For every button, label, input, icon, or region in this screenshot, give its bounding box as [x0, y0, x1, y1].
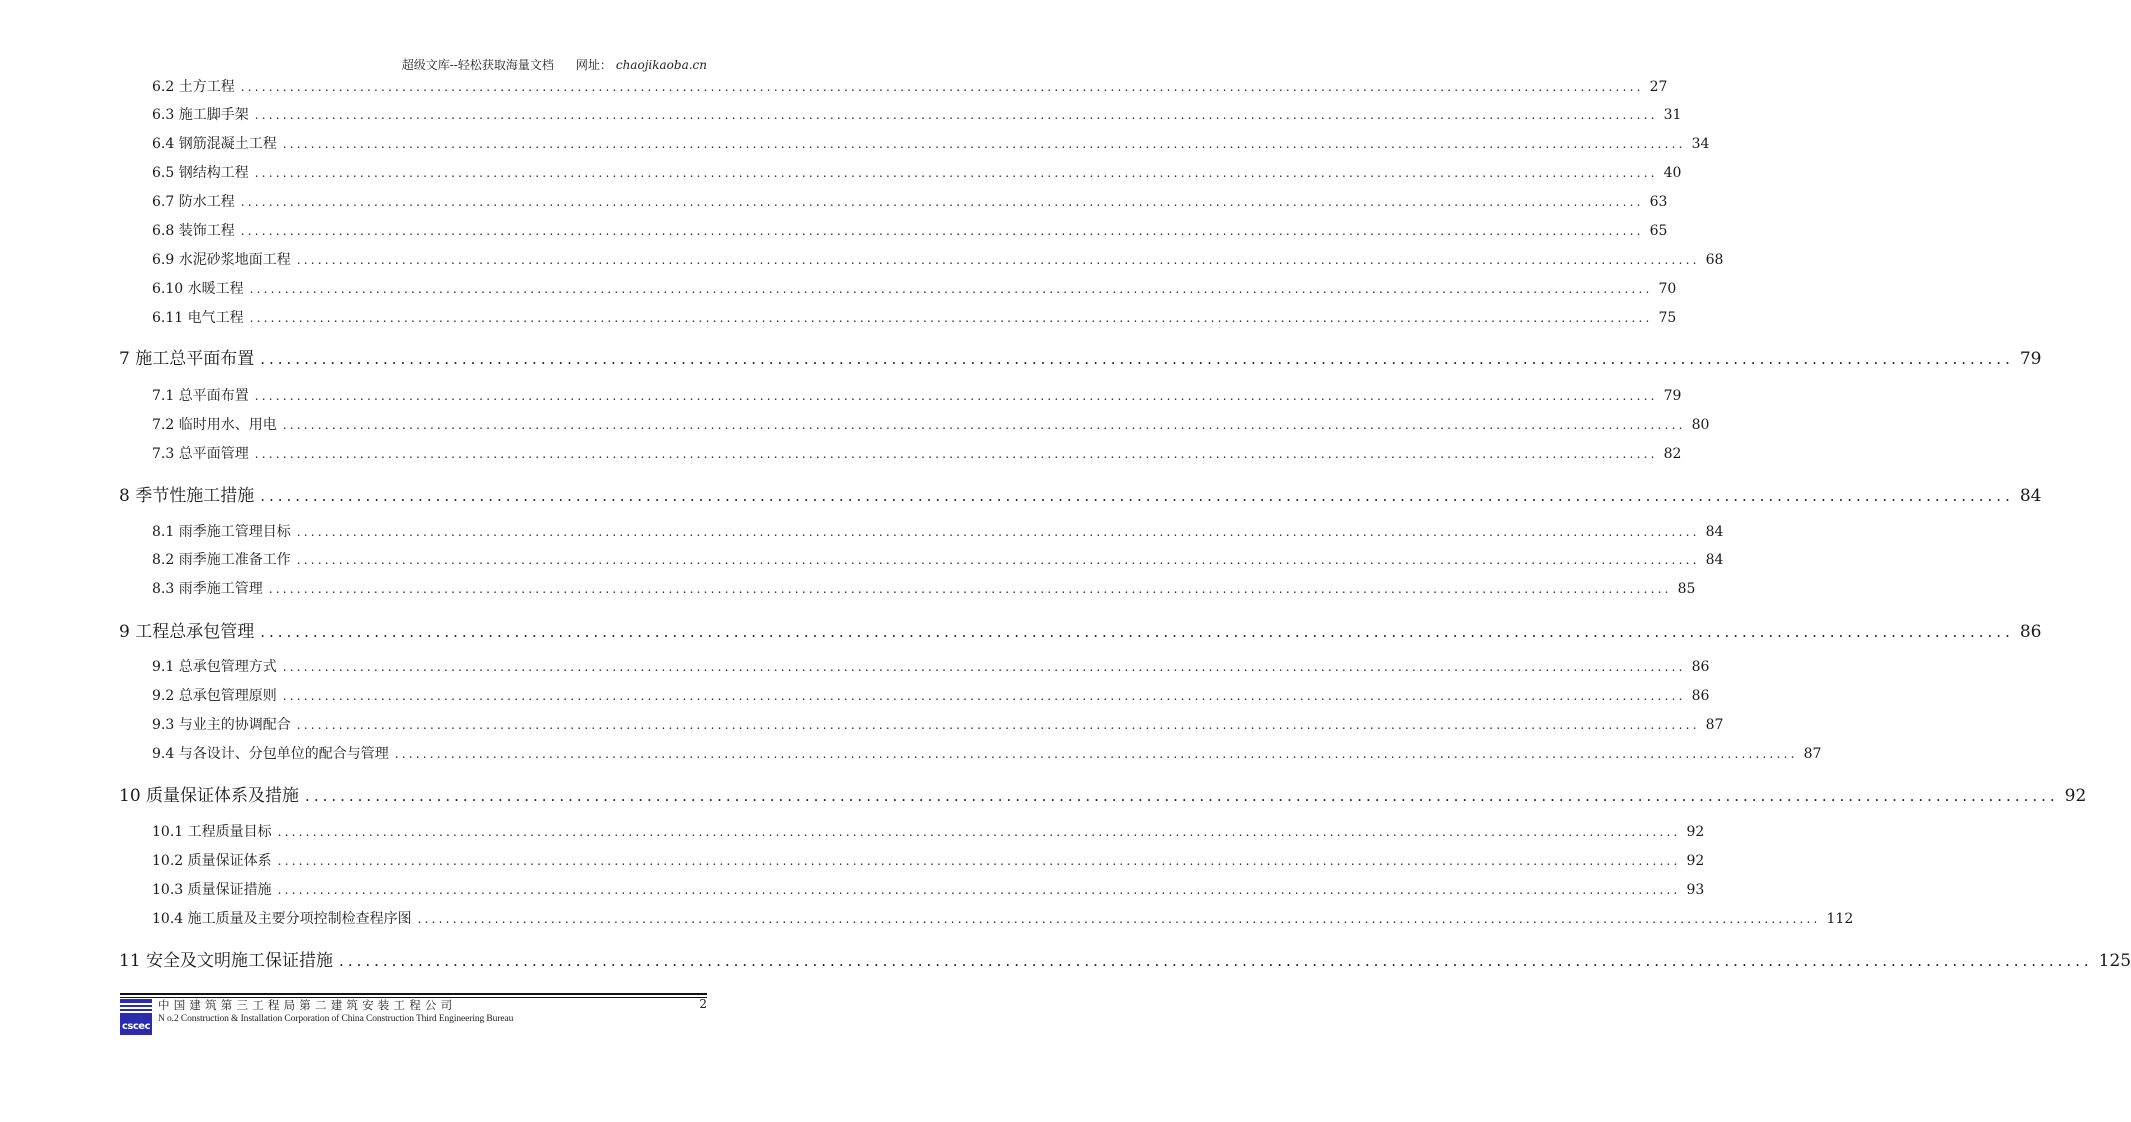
toc-section-entry[interactable] [152, 162, 1682, 182]
toc-section-entry[interactable] [152, 220, 1668, 240]
toc-entry-title: 6.5 钢结构工程 [152, 165, 249, 181]
toc-entry-title: 8 季节性施工措施 [119, 486, 255, 506]
toc-leader-dots: ........................................................................................................................................................................................................ [394, 747, 1798, 761]
toc-entry-title: 6.2 土方工程 [152, 79, 235, 95]
toc-entry-title: 6.4 钢筋混凝土工程 [152, 136, 277, 152]
toc-entry-page: 75 [1658, 310, 1677, 326]
toc-section-entry[interactable] [152, 821, 1705, 841]
toc-leader-dots: ........................................................................................................................................................................................................ [240, 195, 1644, 209]
toc-leader-dots: ........................................................................................................................................................................................................ [305, 787, 2059, 805]
toc-entry-page: 92 [1686, 824, 1705, 840]
toc-entry-page: 80 [1691, 417, 1710, 433]
toc-entry-title: 11 安全及文明施工保证措施 [119, 951, 334, 971]
footer-divider [120, 993, 707, 995]
toc-chapter-entry[interactable] [119, 946, 2131, 971]
toc-leader-dots: ........................................................................................................................................................................................................ [282, 660, 1686, 674]
toc-leader-dots: ........................................................................................................................................................................................................ [277, 825, 1681, 839]
header-text: 超级文库--轻松获取海量文档 [401, 58, 554, 72]
toc-entry-title: 9.1 总承包管理方式 [152, 659, 277, 675]
toc-entry-title: 10 质量保证体系及措施 [119, 786, 300, 806]
toc-section-entry[interactable] [152, 656, 1710, 676]
toc-entry-title: 6.3 施工脚手架 [152, 107, 249, 123]
toc-section-entry[interactable] [152, 714, 1724, 734]
toc-entry-page: 87 [1803, 746, 1822, 762]
toc-leader-dots: ........................................................................................................................................................................................................ [254, 447, 1658, 461]
toc-entry-page: 63 [1649, 194, 1668, 210]
toc-section-entry[interactable] [152, 414, 1710, 434]
toc-leader-dots: ........................................................................................................................................................................................................ [282, 418, 1686, 432]
toc-entry-title: 8.3 雨季施工管理 [152, 581, 263, 597]
toc-entry-page: 84 [1705, 552, 1724, 568]
toc-leader-dots: ........................................................................................................................................................................................................ [296, 525, 1700, 539]
toc-section-entry[interactable] [152, 133, 1710, 153]
toc-leader-dots: ........................................................................................................................................................................................................ [260, 350, 2014, 368]
toc-leader-dots: ........................................................................................................................................................................................................ [296, 253, 1700, 267]
toc-entry-title: 8.1 雨季施工管理目标 [152, 524, 291, 540]
toc-entry-page: 87 [1705, 717, 1724, 733]
toc-entry-page: 125 [2098, 951, 2131, 971]
toc-entry-page: 85 [1677, 581, 1696, 597]
logo-text: cscec [121, 1021, 151, 1032]
toc-entry-title: 6.10 水暖工程 [152, 281, 244, 297]
toc-section-entry[interactable] [152, 743, 1822, 763]
toc-section-entry[interactable] [152, 685, 1710, 705]
toc-entry-title: 10.3 质量保证措施 [152, 882, 272, 898]
toc-section-entry[interactable] [152, 76, 1668, 96]
header-url-label: 网址： [575, 58, 612, 72]
toc-section-entry[interactable] [152, 104, 1682, 124]
toc-entry-page: 92 [2064, 786, 2087, 806]
toc-section-entry[interactable] [152, 385, 1682, 405]
header-url[interactable]: chaojikaoba.cn [615, 58, 707, 72]
toc-entry-title: 9.2 总承包管理原则 [152, 688, 277, 704]
toc-section-entry[interactable] [152, 278, 1677, 298]
toc-section-entry[interactable] [152, 850, 1705, 870]
toc-entry-title: 9.4 与各设计、分包单位的配合与管理 [152, 746, 389, 762]
page-header [402, 56, 707, 73]
toc-entry-page: 84 [2019, 486, 2042, 506]
toc-leader-dots: ........................................................................................................................................................................................................ [417, 912, 1821, 926]
toc-section-entry[interactable] [152, 443, 1682, 463]
toc-leader-dots: ........................................................................................................................................................................................................ [260, 623, 2014, 641]
toc-leader-dots: ........................................................................................................................................................................................................ [296, 553, 1700, 567]
toc-entry-title: 10.2 质量保证体系 [152, 853, 272, 869]
toc-leader-dots: ........................................................................................................................................................................................................ [282, 689, 1686, 703]
toc-entry-page: 65 [1649, 223, 1668, 239]
toc-chapter-entry[interactable] [119, 344, 2042, 369]
toc-leader-dots: ........................................................................................................................................................................................................ [240, 80, 1644, 94]
toc-entry-page: 40 [1663, 165, 1682, 181]
toc-entry-page: 84 [1705, 524, 1724, 540]
toc-entry-page: 31 [1663, 107, 1682, 123]
toc-entry-title: 7.1 总平面布置 [152, 388, 249, 404]
toc-entry-title: 6.7 防水工程 [152, 194, 235, 210]
toc-entry-title: 6.11 电气工程 [152, 310, 244, 326]
toc-leader-dots: ........................................................................................................................................................................................................ [249, 282, 1653, 296]
toc-entry-title: 6.8 装饰工程 [152, 223, 235, 239]
toc-entry-page: 34 [1691, 136, 1710, 152]
toc-entry-page: 86 [1691, 659, 1710, 675]
toc-entry-page: 79 [2019, 349, 2042, 369]
toc-section-entry[interactable] [152, 307, 1677, 327]
toc-entry-title: 10.1 工程质量目标 [152, 824, 272, 840]
toc-chapter-entry[interactable] [119, 481, 2042, 506]
company-name-cn: 中国建筑第三工程局第二建筑安装工程公司 [158, 998, 457, 1012]
toc-leader-dots: ........................................................................................................................................................................................................ [339, 952, 2093, 970]
toc-entry-title: 9 工程总承包管理 [119, 622, 255, 642]
toc-entry-title: 10.4 施工质量及主要分项控制检查程序图 [152, 911, 412, 927]
toc-leader-dots: ........................................................................................................................................................................................................ [268, 582, 1672, 596]
toc-entry-page: 27 [1649, 79, 1668, 95]
toc-entry-title: 7.3 总平面管理 [152, 446, 249, 462]
toc-leader-dots: ........................................................................................................................................................................................................ [254, 108, 1658, 122]
toc-section-entry[interactable] [152, 578, 1696, 598]
toc-entry-title: 7.2 临时用水、用电 [152, 417, 277, 433]
toc-leader-dots: ........................................................................................................................................................................................................ [277, 883, 1681, 897]
toc-entry-page: 86 [1691, 688, 1710, 704]
toc-section-entry[interactable] [152, 191, 1668, 211]
toc-entry-title: 7 施工总平面布置 [119, 349, 255, 369]
toc-chapter-entry[interactable] [119, 617, 2042, 642]
toc-chapter-entry[interactable] [119, 781, 2087, 806]
toc-section-entry[interactable] [152, 521, 1724, 541]
toc-entry-page: 92 [1686, 853, 1705, 869]
toc-entry-page: 68 [1705, 252, 1724, 268]
toc-leader-dots: ........................................................................................................................................................................................................ [282, 137, 1686, 151]
toc-entry-title: 9.3 与业主的协调配合 [152, 717, 291, 733]
toc-entry-page: 70 [1658, 281, 1677, 297]
company-name-en: N o.2 Construction & Installation Corporation of China Construction Third Engineering Bureau [158, 1014, 514, 1024]
toc-leader-dots: ........................................................................................................................................................................................................ [260, 487, 2014, 505]
page-number: 2 [699, 997, 707, 1011]
toc-entry-page: 112 [1826, 911, 1854, 927]
toc-entry-page: 79 [1663, 388, 1682, 404]
toc-entry-title: 8.2 雨季施工准备工作 [152, 552, 291, 568]
toc-section-entry[interactable] [152, 249, 1724, 269]
company-logo [120, 999, 152, 1035]
toc-leader-dots: ........................................................................................................................................................................................................ [240, 224, 1644, 238]
toc-entry-page: 93 [1686, 882, 1705, 898]
toc-leader-dots: ........................................................................................................................................................................................................ [254, 166, 1658, 180]
toc-section-entry[interactable] [152, 879, 1705, 899]
toc-section-entry[interactable] [152, 549, 1724, 569]
toc-leader-dots: ........................................................................................................................................................................................................ [249, 311, 1653, 325]
toc-leader-dots: ........................................................................................................................................................................................................ [277, 854, 1681, 868]
toc-entry-page: 86 [2019, 622, 2042, 642]
toc-leader-dots: ........................................................................................................................................................................................................ [296, 718, 1700, 732]
toc-entry-page: 82 [1663, 446, 1682, 462]
toc-leader-dots: ........................................................................................................................................................................................................ [254, 389, 1658, 403]
toc-entry-title: 6.9 水泥砂浆地面工程 [152, 252, 291, 268]
toc-section-entry[interactable] [152, 908, 1854, 928]
